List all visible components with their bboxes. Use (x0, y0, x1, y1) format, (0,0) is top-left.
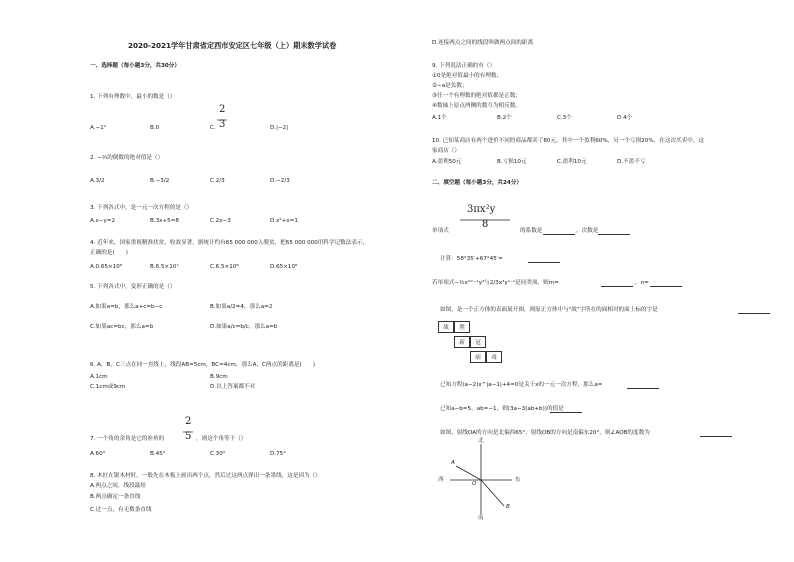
q6-option-c: C.1cm或9cm (90, 384, 126, 390)
q1-option-b: B.0 (150, 125, 160, 131)
q4-option-d: D.65×10⁶ (270, 264, 298, 270)
f11-degree-label: ，次数是 (576, 228, 599, 234)
q9-stem: 9. 下列说法正确的有（） (432, 63, 496, 69)
q2-option-d: D.−2/3 (270, 178, 290, 184)
q3-option-d: D.x²+x=1 (270, 218, 298, 224)
compass-north-label: 北 (478, 438, 484, 444)
q1-option-d: D.|−2| (270, 125, 289, 131)
net-cell-2: 胜 (454, 321, 470, 333)
net-cell-6: 毒 (486, 351, 502, 363)
f11-degree-blank[interactable] (598, 229, 630, 235)
f11-coefficient-label: 的系数是 (520, 228, 543, 234)
f13-n-blank[interactable] (650, 281, 682, 287)
q4-stem-cont: 正确的是( ) (90, 250, 128, 256)
compass-west-label: 西 (438, 477, 444, 483)
q4-stem: 4. 近年来，国家重视精准扶贫，收效显著，据统计约有65 000 000人脱贫，把65 000 000用科学记数法表示， (90, 240, 369, 246)
f11-numerator: 3πx²y (467, 204, 496, 215)
q7-stem: 7. 一个角的余角是它的补角的 (90, 436, 165, 442)
f16-blank[interactable] (550, 407, 582, 413)
q2-option-a: A.3/2 (90, 178, 105, 184)
q7-option-c: C.30° (210, 451, 226, 457)
q7-option-b: B.45° (150, 451, 166, 457)
q8-option-a: A.两点之间，线段最短 (90, 483, 146, 489)
q10-stem: 10. 已知某商店有两个进价不同的商品都卖了80元，其中一个盈利60%，另一个亏损20%，在这次买卖中，这 (432, 138, 705, 144)
f13-m-blank[interactable] (601, 281, 633, 287)
q9-statement-3: ③任一个有理数的绝对值都是正数； (432, 93, 521, 99)
q10-option-d: D.不盈不亏 (617, 159, 646, 165)
q4-option-b: B.6.5×10⁷ (150, 264, 179, 270)
q9-statement-2: ②−a是负数； (432, 83, 468, 89)
ray-oa (456, 466, 481, 480)
q10-option-b: B.亏损10元 (497, 159, 527, 165)
q8-option-c: C.过一点，有无数条直线 (90, 507, 152, 513)
q9-option-b: B.2个 (497, 115, 512, 121)
q6-option-d: D.以上答案都不对 (210, 384, 256, 390)
q7-option-a: A.60° (90, 451, 106, 457)
q10-option-c: C.盈利10元 (557, 159, 587, 165)
q6-option-a: A.1cm (90, 374, 108, 380)
q9-option-d: D.4个 (617, 115, 633, 121)
q9-option-c: C.3个 (557, 115, 572, 121)
compass-east-label: 东 (515, 477, 521, 483)
section-fill-heading: 二、填空题（每小题3分，共24分） (432, 180, 522, 186)
f11-coefficient-blank[interactable] (543, 229, 575, 235)
q7-fraction-num: 2 (185, 416, 192, 427)
compass-south-label: 南 (478, 515, 484, 521)
q8-stem: 8. 木匠在锯木材时，一般先在木板上画出两个点，然后过这两点弹出一条墨线，这是因为（） (90, 473, 321, 479)
q3-stem: 3. 下列各式中，是一元一次方程的是（） (90, 205, 193, 211)
f11-prefix: 单项式 (432, 228, 449, 234)
q2-option-b: B.−3/2 (150, 178, 170, 184)
q3-option-a: A.x−y=2 (90, 218, 116, 224)
q5-option-c: C.如果ac=bc，那么a=b (90, 324, 154, 330)
q3-option-b: B.3x+5=8 (150, 218, 179, 224)
f14-text: 如图，是一个正方体的表面展开图，则原正方体中与"战"字所在的面相对的面上标的字是 (440, 307, 658, 313)
q4-option-c: C.6.5×10⁸ (210, 264, 239, 270)
net-cell-1: 战 (438, 321, 454, 333)
f12-text: 计算：58°35′+67°45′= (440, 256, 503, 262)
q8-option-b: B.两点确定一条直线 (90, 494, 141, 500)
q1-c-fraction-num: 2 (219, 104, 226, 115)
q6-stem: 6. A，B，C三点在同一直线上，线段AB=5cm，BC=4cm，那么A，C两点的距离是( ) (90, 362, 316, 368)
q9-statement-4: ④数轴上原点两侧的数互为相反数。 (432, 103, 521, 109)
q7-stem-end: ，则这个角等于（） (196, 436, 247, 442)
f16-text: 已知a−b=5，ab=−1，则(3a−3(ab+b))的值是 (440, 406, 564, 412)
point-b-label: B (506, 504, 510, 510)
q1-option-c: C. (210, 125, 216, 131)
q2-option-c: C.2/3 (210, 178, 225, 184)
q1-option-a: A.−1² (90, 125, 106, 131)
net-cell-5: 病 (470, 351, 486, 363)
q1-c-fraction-den: 3 (219, 119, 226, 130)
q8-option-d: D.连接两点之间的线段叫做两点间的距离 (432, 40, 534, 46)
q5-option-b: B.如果a/2=4，那么a=2 (210, 304, 273, 310)
f13-n-label: ，n= (635, 280, 649, 286)
ray-ob (481, 480, 504, 506)
q5-option-d: D.如果a/c=b/c，那么a=b (210, 324, 278, 330)
q6-option-b: B.9cm (210, 374, 228, 380)
f12-blank[interactable] (528, 257, 560, 263)
point-o-label: O (472, 481, 477, 487)
page-title: 2020-2021学年甘肃省定西市安定区七年级（上）期末数学试卷 (128, 41, 337, 50)
q10-option-a: A.盈利50元 (432, 159, 462, 165)
f15-text: 已知方程(a−2)x^|a−1|+4=0是关于x的一元一次方程，那么a= (440, 382, 603, 388)
q1-stem: 1. 下列有理数中，最小的数是（） (90, 94, 176, 100)
q10-stem-cont: 家商店（） (432, 148, 460, 154)
point-a-label: A (451, 460, 455, 466)
section-choice-heading: 一、选择题（每小题3分，共30分） (90, 63, 180, 69)
f15-blank[interactable] (627, 383, 659, 389)
q5-option-a: A.如果a=b，那么a+c=b−c (90, 304, 163, 310)
net-cell-4: 冠 (470, 336, 486, 348)
f17-text: 如图，射线OA的方向是北偏西65°，射线OB的方向是南偏东20°，则∠AOB的度数为 (440, 430, 650, 436)
q3-option-c: C.2x−3 (210, 218, 231, 224)
q7-fraction-den: 5 (185, 431, 192, 442)
q7-option-d: D.75° (270, 451, 287, 457)
f17-blank[interactable] (700, 431, 732, 437)
net-cell-3: 新 (454, 336, 470, 348)
f13-text: 若单项式−½x²ᵐ⁻¹y³与2/3x³yⁿ⁻¹是同类项，则m= (432, 280, 559, 286)
f14-blank[interactable] (738, 308, 770, 314)
f11-denominator: 8 (482, 219, 489, 230)
q9-statement-1: ①0是绝对值最小的有理数； (432, 73, 503, 79)
q5-stem: 5. 下列各式中，变形正确的是（） (90, 284, 176, 290)
q4-option-a: A.0.65×10⁸ (90, 264, 123, 270)
q2-stem: 2. −⅔的倒数的绝对值是（） (90, 155, 164, 161)
q9-option-a: A.1个 (432, 115, 447, 121)
